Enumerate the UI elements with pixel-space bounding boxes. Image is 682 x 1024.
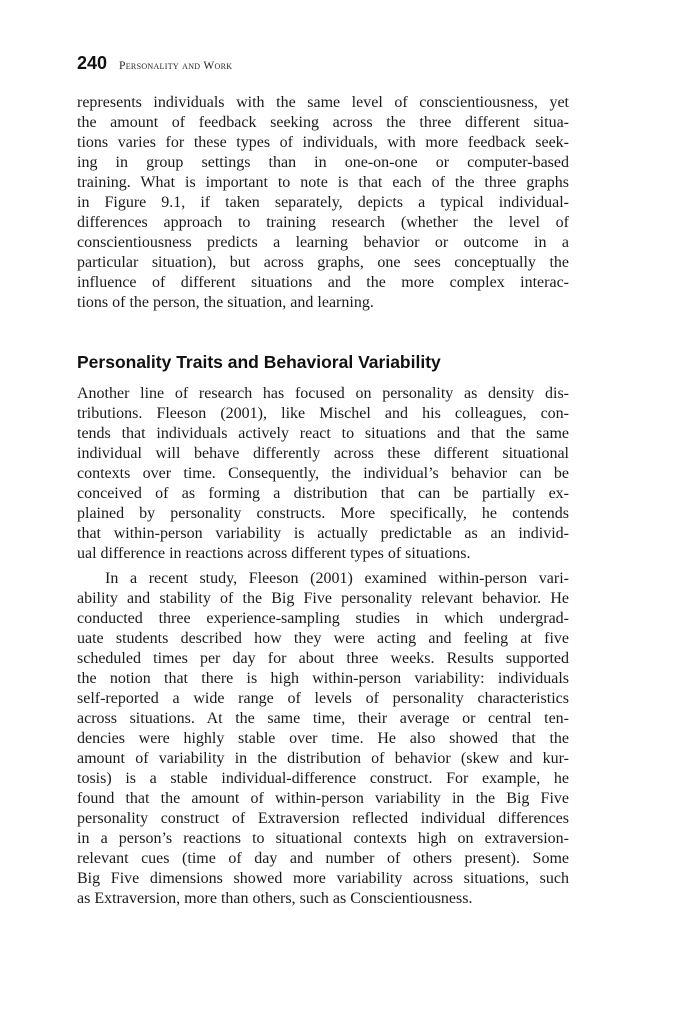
text-line: particular situation), but across graphs, one sees conceptually the bbox=[77, 254, 569, 271]
text-line: tions varies for these types of individuals, with more feedback seek- bbox=[77, 134, 569, 151]
text-line: amount of variability in the distribution of behavior (skew and kur- bbox=[77, 750, 569, 767]
running-head: Personality and Work bbox=[119, 60, 233, 72]
text-line: plained by personality constructs. More specifically, he contends bbox=[77, 505, 569, 522]
text-line: influence of different situations and the more complex interac- bbox=[77, 274, 569, 291]
text-line: individual will behave differently across these different situational bbox=[77, 445, 569, 462]
text-line: conscientiousness predicts a learning behavior or outcome in a bbox=[77, 234, 569, 251]
text-line: uate students described how they were acting and feeling at five bbox=[77, 630, 569, 647]
text-line: scheduled times per day for about three weeks. Results supported bbox=[77, 650, 569, 667]
text-line: relevant cues (time of day and number of others present). Some bbox=[77, 850, 569, 867]
text-line: differences approach to training research (whether the level of bbox=[77, 214, 569, 231]
text-line: training. What is important to note is that each of the three graphs bbox=[77, 174, 569, 191]
text-line: tends that individuals actively react to situations and that the same bbox=[77, 425, 569, 442]
text-line: tions of the person, the situation, and learning. bbox=[77, 294, 374, 311]
page-number: 240 bbox=[77, 53, 108, 73]
text-line: ual difference in reactions across different types of situations. bbox=[77, 545, 471, 562]
text-line: conducted three experience-sampling studies in which undergrad- bbox=[77, 610, 569, 627]
text-line: the notion that there is high within-person variability: individuals bbox=[77, 670, 569, 687]
text-line: Another line of research has focused on personality as density dis- bbox=[77, 385, 569, 402]
text-line: in a person’s reactions to situational contexts high on extraversion- bbox=[77, 830, 569, 847]
text-line: tosis) is a stable individual-difference construct. For example, he bbox=[77, 770, 569, 787]
text-line: that within-person variability is actually predictable as an individ- bbox=[77, 525, 569, 542]
text-line: the amount of feedback seeking across the three different situa- bbox=[77, 114, 569, 131]
text-line: conceived of as forming a distribution that can be partially ex- bbox=[77, 485, 569, 502]
text-line: self-reported a wide range of levels of personality characteristics bbox=[77, 690, 569, 707]
text-line: dencies were highly stable over time. He also showed that the bbox=[77, 730, 569, 747]
text-line: Big Five dimensions showed more variability across situations, such bbox=[77, 870, 569, 887]
text-line: represents individuals with the same level of conscientiousness, yet bbox=[77, 94, 569, 111]
text-line: as Extraversion, more than others, such as Conscientiousness. bbox=[77, 890, 473, 907]
text-line: ing in group settings than in one-on-one or computer-based bbox=[77, 154, 569, 171]
text-line: tributions. Fleeson (2001), like Mischel and his colleagues, con- bbox=[77, 405, 569, 422]
text-line: ability and stability of the Big Five personality relevant behavior. He bbox=[77, 590, 569, 607]
text-line: contexts over time. Consequently, the individual’s behavior can be bbox=[77, 465, 569, 482]
page-header bbox=[77, 53, 232, 74]
text-line: personality construct of Extraversion reflected individual differences bbox=[77, 810, 569, 827]
text-line: found that the amount of within-person variability in the Big Five bbox=[77, 790, 569, 807]
text-line: In a recent study, Fleeson (2001) examined within-person vari- bbox=[105, 570, 569, 587]
section-heading: Personality Traits and Behavioral Variability bbox=[77, 352, 441, 372]
text-line: in Figure 9.1, if taken separately, depicts a typical individual- bbox=[77, 194, 569, 211]
text-line: across situations. At the same time, their average or central ten- bbox=[77, 710, 569, 727]
